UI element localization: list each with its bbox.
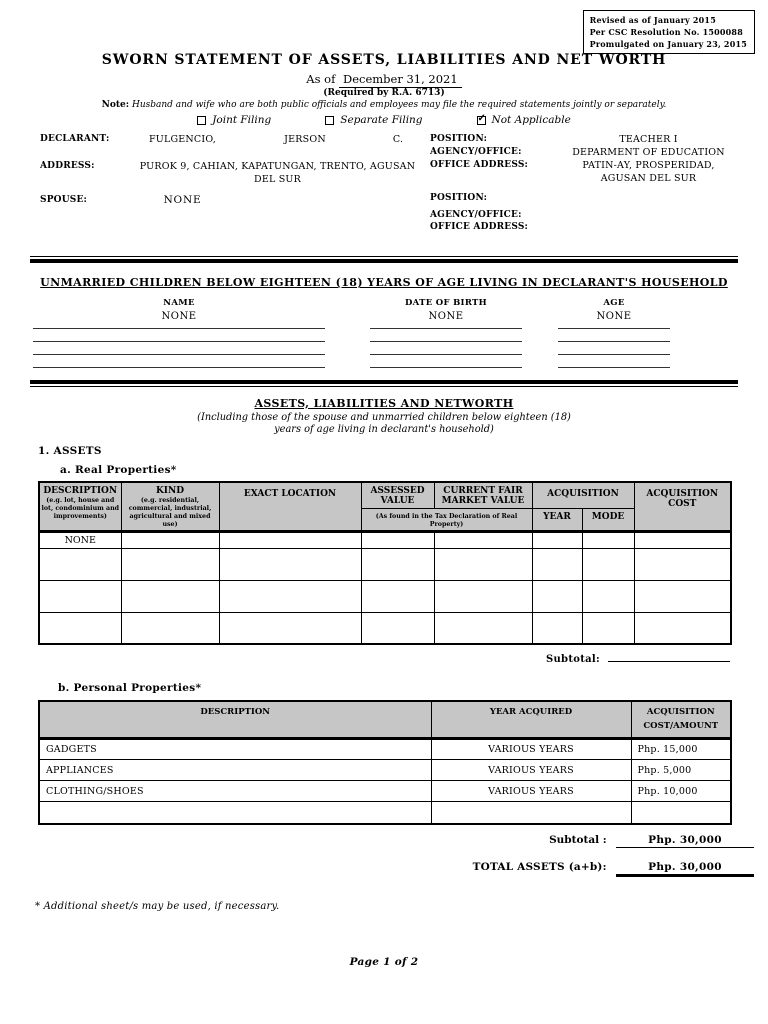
cell-cost	[631, 802, 731, 824]
subtotal-label: Subtotal :	[549, 833, 607, 846]
note-label: Note:	[101, 100, 130, 110]
revision-box	[583, 10, 755, 54]
col-header-year-acquired: YEAR ACQUIRED	[431, 701, 631, 739]
cell	[634, 612, 731, 644]
cell-description: APPLIANCES	[39, 760, 431, 781]
declarant-surname: FULGENCIO,	[148, 134, 216, 145]
note-line	[0, 100, 768, 110]
cell	[219, 531, 361, 548]
cell	[361, 531, 434, 548]
children-dob-column	[370, 298, 522, 368]
cell: NONE	[39, 531, 121, 548]
column-header-dob: DATE OF BIRTH	[405, 298, 487, 308]
as-of-line	[0, 72, 768, 86]
children-table	[0, 298, 768, 368]
required-by: (Required by R.A. 6713)	[323, 88, 445, 98]
section-divider	[30, 380, 738, 387]
cell	[219, 580, 361, 612]
office-address-line1: PATIN-AY, PROSPERIDAD,	[582, 160, 715, 171]
as-of-prefix: As of	[306, 72, 336, 86]
filing-option-not-applicable	[477, 114, 571, 126]
spouse-position-label: POSITION:	[430, 193, 488, 203]
cell	[634, 531, 731, 548]
real-properties-table	[38, 481, 732, 645]
fill-line	[370, 329, 522, 342]
address-label: ADDRESS:	[40, 161, 95, 171]
cell	[121, 580, 219, 612]
spouse-name: NONE	[163, 194, 202, 206]
cell-description: CLOTHING/SHOES	[39, 781, 431, 802]
subtotal-blank-line	[608, 651, 730, 662]
cell-year: VARIOUS YEARS	[431, 781, 631, 802]
fill-line	[558, 329, 670, 342]
cell	[39, 612, 121, 644]
cell	[634, 548, 731, 580]
office-address-label: OFFICE ADDRESS:	[430, 160, 529, 170]
cell-year: VARIOUS YEARS	[431, 760, 631, 781]
cell-cost: Php. 15,000	[631, 739, 731, 760]
children-age-column	[558, 298, 670, 368]
checkbox-not-applicable-icon	[477, 116, 486, 125]
table-row	[39, 802, 731, 824]
cell	[634, 580, 731, 612]
table-row	[39, 612, 731, 644]
declarant-office-address	[542, 160, 755, 186]
spouse-office-address-label: OFFICE ADDRESS:	[430, 222, 529, 232]
cell-cost: Php. 5,000	[631, 760, 731, 781]
declarant-position: TEACHER I	[619, 134, 678, 145]
children-name-value: NONE	[161, 311, 197, 322]
checkbox-joint-filing-icon	[197, 116, 206, 125]
position-label: POSITION:	[430, 134, 488, 144]
table-row	[39, 548, 731, 580]
cell	[39, 548, 121, 580]
total-assets-row	[0, 861, 754, 877]
section-divider	[30, 256, 738, 263]
col-header-acquisition: ACQUISITION	[532, 482, 634, 508]
assets-section-title: ASSETS, LIABILITIES AND NETWORTH	[254, 396, 514, 410]
revision-line: Promulgated on January 23, 2015	[589, 39, 747, 49]
children-name-column	[33, 298, 325, 368]
children-section-title: UNMARRIED CHILDREN BELOW EIGHTEEN (18) YEARS OF AGE LIVING IN DECLARANT'S HOUSEHOLD	[40, 276, 728, 289]
filing-option-label: Separate Filing	[340, 114, 423, 126]
children-age-value: NONE	[596, 311, 632, 322]
cell	[219, 612, 361, 644]
declarant-label: DECLARANT:	[40, 134, 110, 144]
filing-option-separate	[325, 114, 422, 126]
filing-option-joint	[197, 114, 271, 126]
page-number: Page 1 of 2	[349, 956, 419, 968]
additional-sheet-footnote: * Additional sheet/s may be used, if necessary.	[35, 900, 280, 912]
filing-option-label: Not Applicable	[491, 114, 571, 126]
cell-description	[39, 802, 431, 824]
col-header-description: DESCRIPTION	[39, 701, 431, 739]
cell	[532, 548, 582, 580]
cell	[39, 580, 121, 612]
fill-line	[558, 342, 670, 355]
fill-line	[370, 342, 522, 355]
as-of-date: December 31, 2021	[339, 72, 462, 88]
spouse-label: SPOUSE:	[40, 195, 88, 205]
cell	[434, 531, 532, 548]
table-row	[39, 531, 731, 548]
address-line2: DEL SUR	[254, 173, 301, 185]
real-properties-label: a. Real Properties*	[60, 463, 177, 476]
subtotal-label: Subtotal:	[545, 654, 600, 666]
address-line1: PUROK 9, CAHIAN, KAPATUNGAN, TRENTO, AGUSAN	[139, 161, 416, 172]
table-row	[39, 781, 731, 802]
fill-line	[33, 329, 325, 342]
declarant-agency: DEPARMENT OF EDUCATION	[572, 147, 725, 158]
cell	[361, 612, 434, 644]
fill-line	[33, 355, 325, 368]
col-header-assessed-value: ASSESSED VALUE	[361, 482, 434, 508]
cell	[582, 580, 634, 612]
fill-line	[558, 355, 670, 368]
note-text: Husband and wife who are both public officials and employees may file the required statements jointly or separately.	[131, 100, 667, 110]
col-header-acquisition-cost: ACQUISITION COST/AMOUNT	[631, 701, 731, 739]
col-header-description: DESCRIPTION (e.g. lot, house and lot, condominium and improvements)	[39, 482, 121, 531]
revision-line: Revised as of January 2015	[589, 15, 716, 25]
subtotal-value: Php. 30,000	[616, 834, 754, 848]
form-title: SWORN STATEMENT OF ASSETS, LIABILITIES AND NET WORTH	[101, 52, 667, 68]
filing-options	[0, 114, 768, 126]
declarant-address	[135, 161, 420, 187]
cell	[361, 548, 434, 580]
personal-properties-label: b. Personal Properties*	[58, 682, 202, 695]
cell	[219, 548, 361, 580]
column-header-age: AGE	[603, 298, 625, 308]
assets-item-label: 1. ASSETS	[38, 444, 102, 457]
assets-section-subtitle: (Including those of the spouse and unmarried children below eighteen (18) years of age living in declarant's household)	[197, 411, 571, 436]
cell-year: VARIOUS YEARS	[431, 739, 631, 760]
cell	[532, 531, 582, 548]
cell	[532, 612, 582, 644]
cell	[582, 612, 634, 644]
total-assets-value: Php. 30,000	[616, 861, 754, 877]
cell	[121, 548, 219, 580]
personal-subtotal-row	[0, 834, 754, 848]
col-header-kind: KIND (e.g. residential, commercial, industrial, agricultural and mixed use)	[121, 482, 219, 531]
cell	[121, 531, 219, 548]
col-header-year: YEAR	[532, 508, 582, 531]
column-header-name: NAME	[163, 298, 195, 308]
col-header-mode: MODE	[582, 508, 634, 531]
cell	[582, 531, 634, 548]
cell	[361, 580, 434, 612]
office-address-line2: AGUSAN DEL SUR	[600, 172, 697, 184]
cell	[121, 612, 219, 644]
table-row	[39, 760, 731, 781]
cell-year	[431, 802, 631, 824]
checkbox-separate-filing-icon	[325, 116, 334, 125]
table-row	[39, 739, 731, 760]
col-subheader-tax-declaration-note: (As found in the Tax Declaration of Real Property)	[361, 508, 532, 531]
children-dob-value: NONE	[428, 311, 464, 322]
cell	[532, 580, 582, 612]
cell	[582, 548, 634, 580]
spouse-agency-label: AGENCY/OFFICE:	[430, 210, 522, 220]
declarant-middle-initial: C.	[392, 134, 404, 145]
declarant-section	[0, 134, 768, 242]
cell-description: GADGETS	[39, 739, 431, 760]
revision-line: Per CSC Resolution No. 1500088	[589, 27, 743, 37]
personal-properties-table	[38, 700, 732, 825]
total-assets-label: TOTAL ASSETS (a+b):	[472, 860, 607, 873]
cell	[434, 548, 532, 580]
agency-office-label: AGENCY/OFFICE:	[430, 147, 522, 157]
filing-option-label: Joint Filing	[212, 114, 272, 126]
table-row	[39, 580, 731, 612]
cell	[434, 580, 532, 612]
cell	[434, 612, 532, 644]
cell-cost: Php. 10,000	[631, 781, 731, 802]
declarant-first-name: JERSON	[284, 134, 326, 145]
col-header-acquisition-cost: ACQUISITION COST	[634, 482, 731, 531]
real-subtotal-row	[0, 651, 730, 665]
fill-line	[33, 342, 325, 355]
fill-line	[370, 355, 522, 368]
col-header-fair-market-value: CURRENT FAIR MARKET VALUE	[434, 482, 532, 508]
col-header-exact-location: EXACT LOCATION	[219, 482, 361, 531]
